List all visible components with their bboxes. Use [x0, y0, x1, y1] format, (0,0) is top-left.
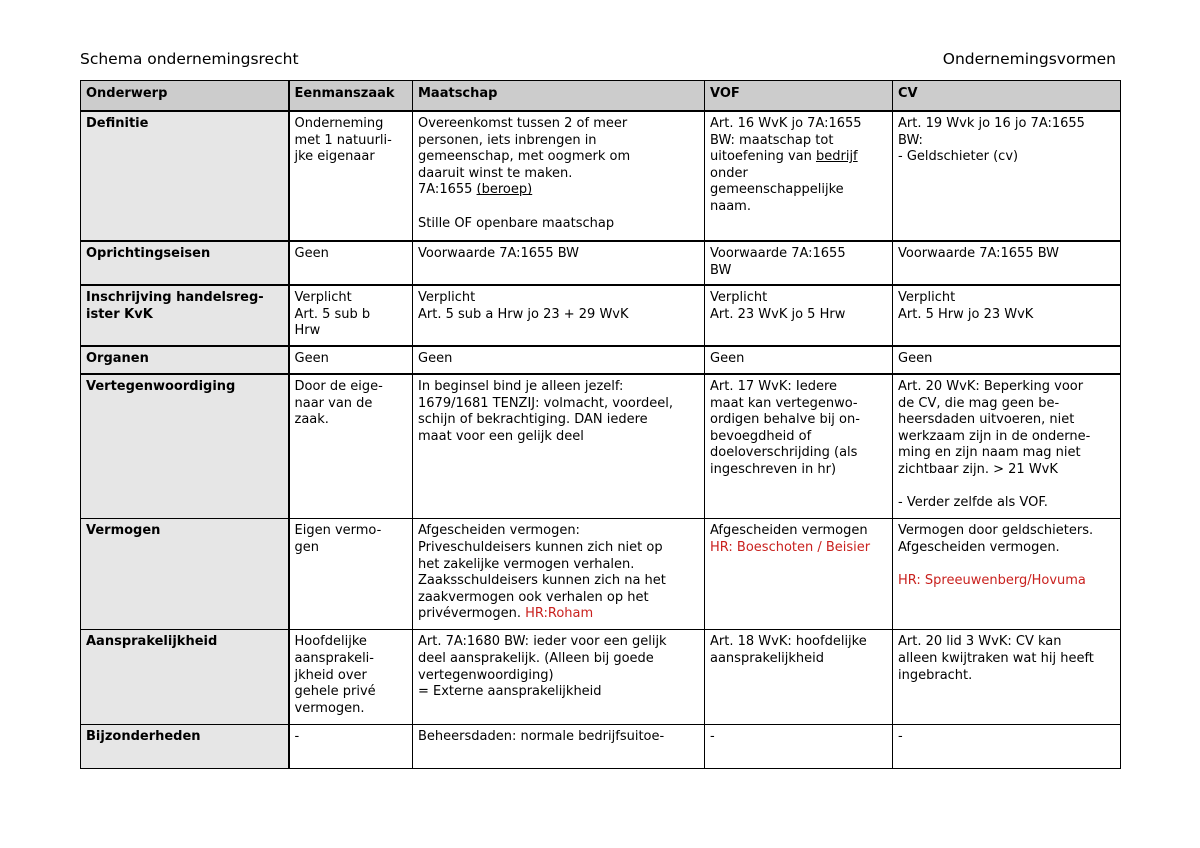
- cell-maatschap-bijzonderheden: Beheersdaden: normale bedrijfsuitoe-: [413, 725, 705, 769]
- cell-vof-aansprakelijkheid: Art. 18 WvK: hoofdelijke aansprakelijkheid: [705, 630, 893, 725]
- cell-vof-vermogen: Afgescheiden vermogen HR: Boeschoten / Beisier: [705, 519, 893, 630]
- cell-eenmanszaak-vertegenwoordiging: Door de eige- naar van de zaak.: [289, 374, 413, 519]
- row-label-vermogen: Vermogen: [81, 519, 289, 630]
- cell-eenmanszaak-organen: Geen: [289, 346, 413, 374]
- header-onderwerp: Onderwerp: [81, 81, 289, 112]
- table-row: [81, 285, 1121, 346]
- cell-eenmanszaak-oprichtingseisen: Geen: [289, 241, 413, 285]
- cell-maatschap-oprichtingseisen: Voorwaarde 7A:1655 BW: [413, 241, 705, 285]
- header-cv: CV: [893, 81, 1121, 112]
- row-label-bijzonderheden: Bijzonderheden: [81, 725, 289, 769]
- header-eenmanszaak: Eenmanszaak: [289, 81, 413, 112]
- cell-eenmanszaak-vermogen: Eigen vermo- gen: [289, 519, 413, 630]
- case-reference-spreeuwenberg: HR: Spreeuwenberg/Hovuma: [898, 573, 1086, 589]
- cell-eenmanszaak-definitie: Onderneming met 1 natuurli- jke eigenaar: [289, 111, 413, 241]
- header-maatschap: Maatschap: [413, 81, 705, 112]
- cell-cv-organen: Geen: [893, 346, 1121, 374]
- cell-maatschap-aansprakelijkheid: Art. 7A:1680 BW: ieder voor een gelijk deel aansprakelijk. (Alleen bij goede vertegenwoordiging) = Externe aansprakelijkheid: [413, 630, 705, 725]
- comparison-table: [80, 80, 1121, 769]
- row-label-oprichtingseisen: Oprichtingseisen: [81, 241, 289, 285]
- cell-cv-vermogen: Vermogen door geldschieters. Afgescheiden vermogen. HR: Spreeuwenberg/Hovuma: [893, 519, 1121, 630]
- row-label-organen: Organen: [81, 346, 289, 374]
- cell-vof-bijzonderheden: -: [705, 725, 893, 769]
- table-header-row: [81, 81, 1121, 112]
- row-label-aansprakelijkheid: Aansprakelijkheid: [81, 630, 289, 725]
- table-row: [81, 374, 1121, 519]
- cell-maatschap-organen: Geen: [413, 346, 705, 374]
- cell-eenmanszaak-inschrijving: Verplicht Art. 5 sub b Hrw: [289, 285, 413, 346]
- header-vof: VOF: [705, 81, 893, 112]
- cell-vof-oprichtingseisen: Voorwaarde 7A:1655 BW: [705, 241, 893, 285]
- cell-maatschap-vertegenwoordiging: In beginsel bind je alleen jezelf: 1679/1681 TENZIJ: volmacht, voordeel, schijn of bekrachtiging. DAN iedere maat voor een gelijk deel: [413, 374, 705, 519]
- table-row: [81, 630, 1121, 725]
- cell-cv-definitie: Art. 19 Wvk jo 16 jo 7A:1655 BW: - Geldschieter (cv): [893, 111, 1121, 241]
- cell-cv-inschrijving: Verplicht Art. 5 Hrw jo 23 WvK: [893, 285, 1121, 346]
- cell-maatschap-vermogen: Afgescheiden vermogen: Priveschuldeisers kunnen zich niet op het zakelijke vermogen verhalen. Zaaksschuldeisers kunnen zich na het zaakvermogen ook verhalen op het privévermogen. HR:Roham: [413, 519, 705, 630]
- document-subtitle: Ondernemingsvormen: [942, 50, 1116, 68]
- cell-maatschap-definitie: Overeenkomst tussen 2 of meer personen, iets inbrengen in gemeenschap, met oogmerk om daaruit winst te maken. 7A:1655 (beroep) Stille OF openbare maatschap: [413, 111, 705, 241]
- cell-maatschap-inschrijving: Verplicht Art. 5 sub a Hrw jo 23 + 29 WvK: [413, 285, 705, 346]
- cell-cv-aansprakelijkheid: Art. 20 lid 3 WvK: CV kan alleen kwijtraken wat hij heeft ingebracht.: [893, 630, 1121, 725]
- cell-vof-definitie: Art. 16 WvK jo 7A:1655 BW: maatschap tot uitoefening van bedrijf onder gemeenschappelijke naam.: [705, 111, 893, 241]
- document-title: Schema ondernemingsrecht: [80, 50, 299, 68]
- case-reference-boeschoten: HR: Boeschoten / Beisier: [710, 540, 871, 556]
- table-row: [81, 241, 1121, 285]
- cell-eenmanszaak-bijzonderheden: -: [289, 725, 413, 769]
- table-row: [81, 725, 1121, 769]
- cell-cv-bijzonderheden: -: [893, 725, 1121, 769]
- beroep-link: (beroep): [476, 182, 533, 198]
- row-label-definitie: Definitie: [81, 111, 289, 241]
- row-label-vertegenwoordiging: Vertegenwoordiging: [81, 374, 289, 519]
- table-row: [81, 346, 1121, 374]
- table-row: [81, 519, 1121, 630]
- cell-eenmanszaak-aansprakelijkheid: Hoofdelijke aansprakeli- jkheid over gehele privé vermogen.: [289, 630, 413, 725]
- cell-vof-organen: Geen: [705, 346, 893, 374]
- case-reference-roham: HR:Roham: [525, 606, 594, 622]
- table-row: [81, 111, 1121, 241]
- cell-cv-vertegenwoordiging: Art. 20 WvK: Beperking voor de CV, die mag geen be- heersdaden uitvoeren, niet werkzaam zijn in de onderne- ming en zijn naam mag niet zichtbaar zijn. > 21 WvK - Verder zelfde als VOF.: [893, 374, 1121, 519]
- cell-vof-inschrijving: Verplicht Art. 23 WvK jo 5 Hrw: [705, 285, 893, 346]
- cell-vof-vertegenwoordiging: Art. 17 WvK: Iedere maat kan vertegenwo- ordigen behalve bij on- bevoegdheid of doeloverschrijding (als ingeschreven in hr): [705, 374, 893, 519]
- cell-cv-oprichtingseisen: Voorwaarde 7A:1655 BW: [893, 241, 1121, 285]
- row-label-inschrijving: Inschrijving handelsreg- ister KvK: [81, 285, 289, 346]
